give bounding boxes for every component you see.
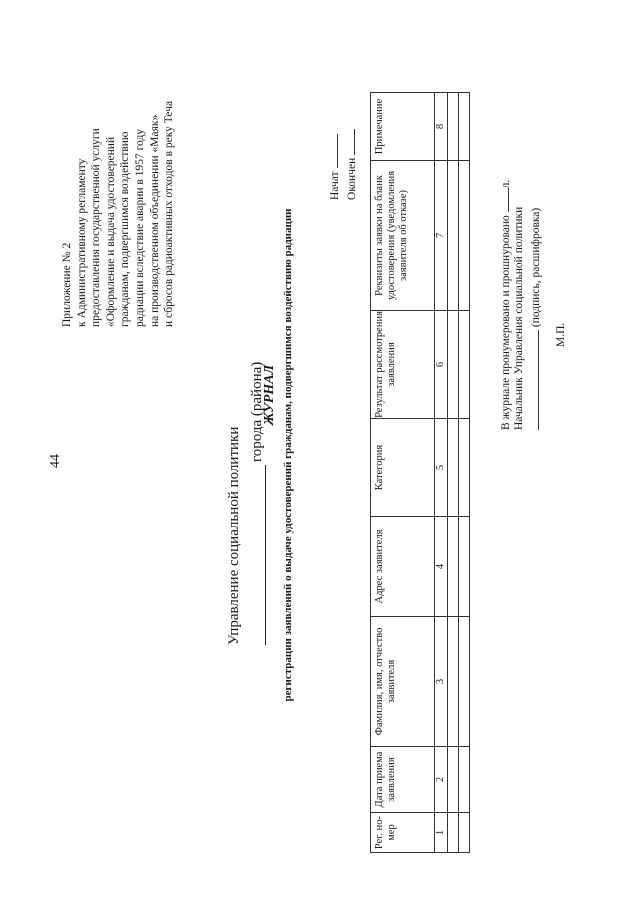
stamp-label: М.П. — [555, 322, 567, 347]
footer-block — [498, 180, 543, 430]
table-cell — [459, 311, 470, 419]
appendix-block — [60, 27, 177, 327]
sheet-count-blank — [498, 188, 509, 212]
end-blank-line — [343, 129, 355, 155]
office-heading — [226, 225, 266, 645]
header-full-name: Фамилия, имя, отчество заявителя — [371, 617, 435, 747]
table-cell — [459, 419, 470, 517]
start-label: Начат — [329, 171, 341, 200]
table-cell — [448, 517, 459, 617]
footer-line-2 — [513, 180, 526, 430]
journal-title: ЖУРНАЛ — [262, 364, 277, 426]
table-cell — [448, 311, 459, 419]
column-number: 1 — [435, 813, 448, 853]
table-header-row — [371, 93, 435, 853]
table-cell — [448, 419, 459, 517]
appendix-line: «Оформление и выдача удостоверений — [104, 136, 117, 327]
header-category: Категория — [371, 419, 435, 517]
footer-line-1 — [498, 180, 513, 430]
header-result: Результат рассмотрения заявления — [371, 311, 435, 419]
table-row — [459, 93, 470, 853]
page-number: 44 — [48, 454, 63, 468]
end-label: Окончен — [346, 157, 358, 200]
table-cell — [448, 617, 459, 747]
table-row — [448, 93, 459, 853]
appendix-line: предоставления государственной услуги — [90, 128, 103, 327]
column-number: 7 — [435, 161, 448, 311]
table-cell — [459, 161, 470, 311]
table-row — [435, 93, 448, 853]
appendix-line: на производственном объединении «Маяк» — [148, 114, 161, 327]
column-number: 2 — [435, 747, 448, 813]
journal-period — [326, 129, 360, 200]
footer-signature-row — [528, 180, 543, 430]
table-cell — [459, 813, 470, 853]
table-cell — [459, 517, 470, 617]
end-row — [343, 129, 360, 200]
column-number: 8 — [435, 93, 448, 161]
signature-caption: (подпись, расшифровка) — [530, 207, 542, 328]
journal-table — [370, 92, 470, 853]
header-date: Дата приема заявления — [371, 747, 435, 813]
appendix-line: гражданам, подвергшимся воздействию — [119, 131, 132, 327]
office-title: Управление социальной политики — [226, 426, 242, 645]
appendix-line: радиации вследствие аварии в 1957 году — [133, 128, 146, 327]
table-cell — [448, 747, 459, 813]
office-city-suffix: города (района) — [249, 361, 265, 462]
column-number: 4 — [435, 517, 448, 617]
signature-blank-line — [528, 330, 539, 430]
footer-sheets-suffix: л. — [500, 179, 512, 189]
appendix-line: и сбросов радиоактивных отходов в реку Теча — [163, 100, 176, 327]
table-cell — [448, 813, 459, 853]
journal-subtitle: регистрации заявлений о выдаче удостоверений гражданам, подвергшимся воздействию радиации — [282, 208, 294, 702]
column-number: 6 — [435, 311, 448, 419]
appendix-line: к Административному регламенту — [75, 158, 88, 327]
table-cell — [459, 93, 470, 161]
start-blank-line — [326, 134, 338, 168]
table-cell — [448, 93, 459, 161]
footer-numbered-text: В журнале пронумеровано и прошнуровано — [500, 215, 512, 430]
table-cell — [448, 161, 459, 311]
header-reg-number: Рег. но- мер — [371, 813, 435, 853]
table-cell — [459, 617, 470, 747]
header-requisites: Реквизиты заявки на бланк удостоверения (уведомления заявителя об отказе) — [371, 161, 435, 311]
table-cell — [459, 747, 470, 813]
header-address: Адрес заявителя — [371, 517, 435, 617]
appendix-line: Приложение № 2 — [61, 242, 73, 327]
header-note: Примечание — [371, 93, 435, 161]
column-number: 3 — [435, 617, 448, 747]
start-row — [326, 129, 343, 200]
column-number: 5 — [435, 419, 448, 517]
footer-head-title: Начальник Управления социальной политики — [513, 206, 525, 430]
